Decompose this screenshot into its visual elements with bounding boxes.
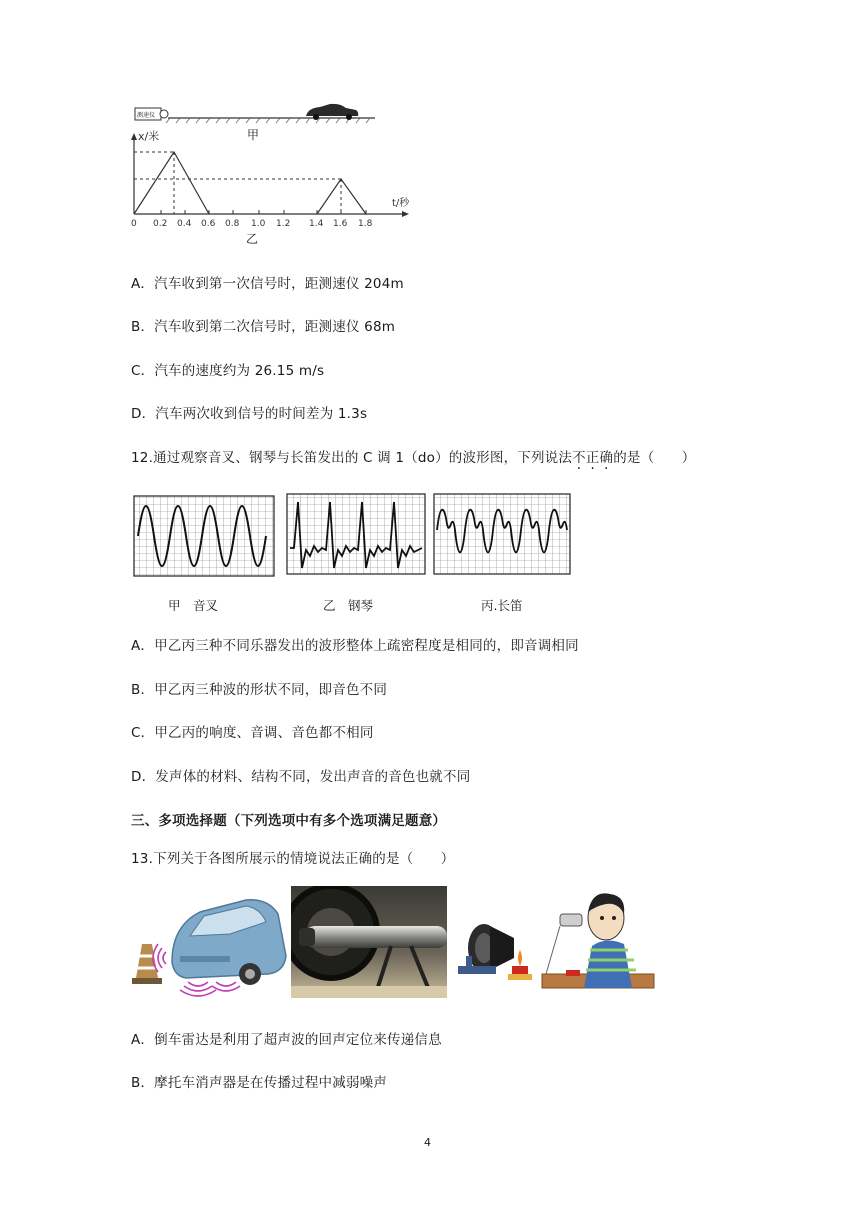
string-telephone-image: [540, 886, 656, 998]
option-b: B．甲乙丙三种波的形状不同，即音色不同: [131, 682, 388, 698]
question-12-stem: 12.通过观察音叉、钢琴与长笛发出的 C 调 1（do）的波形图，下列说法不正确的是（ ）: [131, 450, 696, 466]
x-tick: 1.2: [276, 219, 291, 229]
device-label: 测速仪: [137, 112, 156, 119]
x-tick: 0.4: [177, 219, 192, 229]
figure-label-yi: 乙: [246, 232, 259, 246]
second-signal-path: [317, 179, 366, 214]
tuning-fork-waveform: [134, 496, 274, 576]
flute-waveform: [434, 494, 570, 574]
option-b: B．摩托车消声器是在传播过程中减弱噪声: [131, 1075, 388, 1091]
reversing-radar-image: [128, 886, 288, 998]
option-d: D．发声体的材料、结构不同，发出声音的音色也就不同: [131, 769, 471, 785]
x-tick: 0.8: [225, 219, 240, 229]
x-tick: 1.6: [333, 219, 348, 229]
x-tick: 1.8: [358, 219, 373, 229]
option-d: D．汽车两次收到信号的时间差为 1.3s: [131, 406, 368, 422]
option-a: A．倒车雷达是利用了超声波的回声定位来传递信息: [131, 1032, 442, 1048]
waveform-label-flute: 丙.长笛: [481, 598, 523, 613]
option-a: A．甲乙丙三种不同乐器发出的波形整体上疏密程度是相同的，即音调相同: [131, 638, 579, 654]
option-c: C．汽车的速度约为 26.15 m/s: [131, 363, 325, 379]
option-b: B．汽车收到第二次信号时，距测速仪 68m: [131, 319, 396, 335]
first-signal-path: [134, 152, 209, 214]
distance-time-graph: [126, 128, 416, 230]
piano-waveform: [287, 494, 425, 574]
x-tick: 0.2: [153, 219, 168, 229]
x-tick: 1.4: [309, 219, 324, 229]
section-heading: 三、多项选择题（下列选项中有多个选项满足题意）: [131, 813, 447, 829]
option-c: C．甲乙丙的响度、音调、音色都不相同: [131, 725, 374, 741]
waveform-label-tuning-fork: 甲 音叉: [168, 598, 219, 613]
y-axis-label: x/米: [138, 130, 160, 143]
x-tick: 0.6: [201, 219, 216, 229]
question-13-stem: 13.下列关于各图所展示的情境说法正确的是（ ）: [131, 851, 455, 867]
waveform-figure: [132, 490, 574, 582]
option-a: A．汽车收到第一次信号时，距测速仪 204m: [131, 276, 404, 292]
figure-label-jia: 甲: [247, 128, 260, 142]
motorcycle-muffler-image: [291, 886, 447, 998]
page-number: 4: [424, 1136, 431, 1149]
speaker-candle-image: [452, 886, 540, 998]
waveform-label-piano: 乙 钢琴: [323, 598, 374, 613]
x-tick: 0: [131, 219, 137, 229]
x-tick: 1.0: [251, 219, 266, 229]
x-axis-label: t/秒: [392, 198, 410, 209]
